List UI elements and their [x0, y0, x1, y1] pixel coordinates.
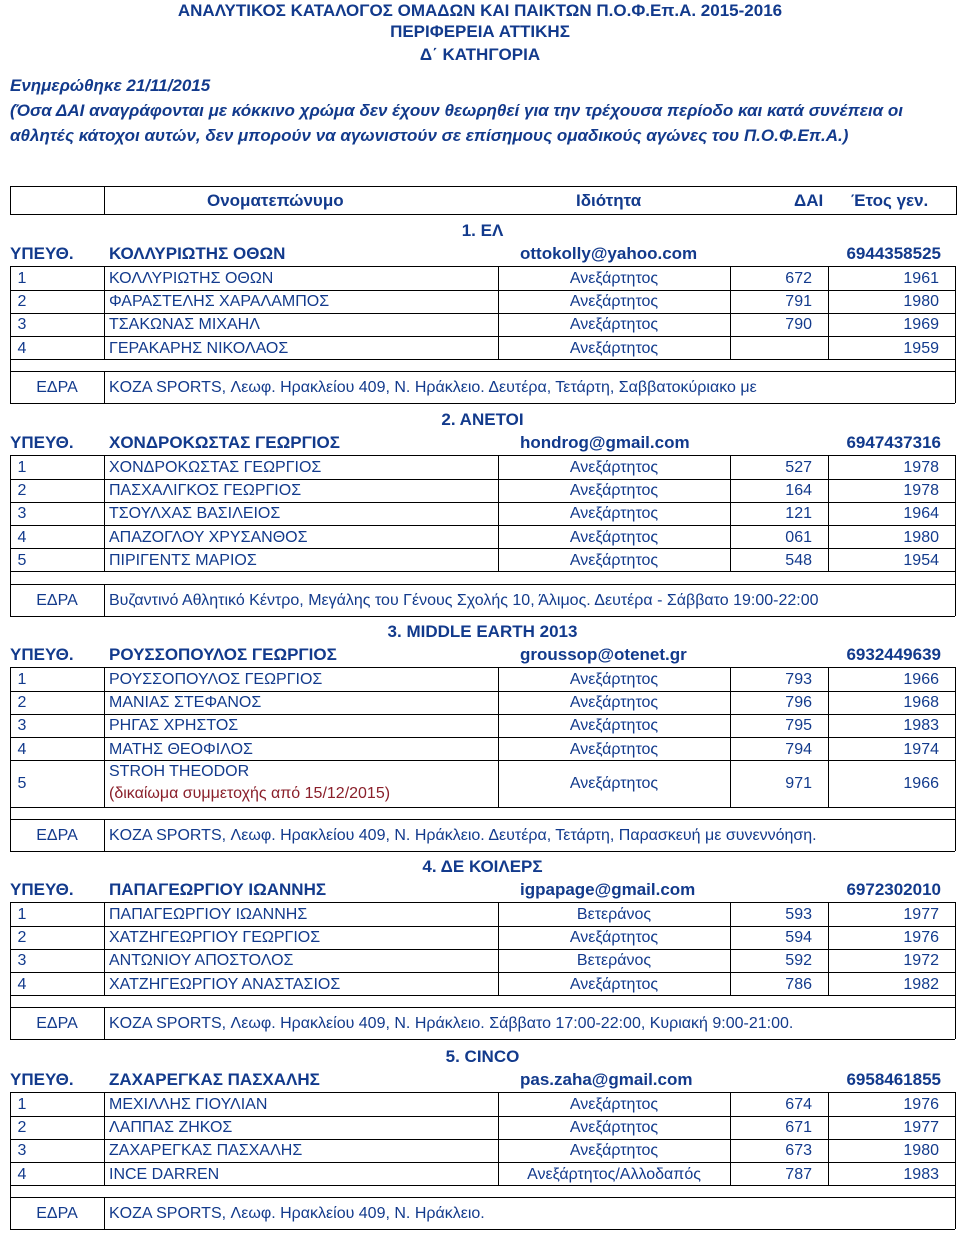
player-birth-year: 1968	[903, 694, 939, 712]
player-birth-year: 1974	[903, 740, 939, 758]
player-birth-year: 1977	[903, 1119, 939, 1137]
player-status: Ανεξάρτητος	[569, 740, 659, 758]
seat-label: ΕΔΡΑ	[36, 591, 78, 609]
responsible-phone: 6958461855	[846, 1070, 941, 1090]
player-number: 2	[17, 929, 27, 947]
seat-address: KOZA SPORTS, Λεωφ. Ηρακλείου 409, Ν. Ηράκλειο. Δευτέρα, Τετάρτη, Σαββατοκύριακο με	[109, 379, 757, 397]
player-status: Ανεξάρτητος	[569, 551, 659, 569]
player-birth-year: 1983	[903, 717, 939, 735]
player-status: Ανεξάρτητος/Αλλοδαπός	[527, 1165, 701, 1183]
player-dai: 796	[785, 694, 812, 712]
player-birth-year: 1961	[903, 270, 939, 287]
player-status: Ανεξάρτητος	[569, 775, 659, 793]
player-number: 2	[17, 482, 27, 500]
player-status: Ανεξάρτητος	[569, 694, 659, 712]
responsible-phone: 6944358525	[846, 244, 941, 264]
seat-address: KOZA SPORTS, Λεωφ. Ηρακλείου 409, Ν. Ηράκλειο.	[109, 1205, 485, 1223]
responsible-label: ΥΠΕΥΘ.	[10, 1070, 74, 1090]
player-number: 5	[17, 551, 27, 569]
player-name: ΦΑΡΑΣΤΕΛΗΣ ΧΑΡΑΛΑΜΠΟΣ	[109, 293, 330, 311]
responsible-label: ΥΠΕΥΘ.	[10, 433, 74, 453]
column-header-year: Έτος γεν.	[851, 191, 929, 210]
player-status: Ανεξάρτητος	[569, 316, 659, 334]
player-number: 1	[17, 906, 27, 923]
player-number: 4	[17, 528, 27, 546]
player-dai: 791	[785, 293, 812, 311]
player-status: Ανεξάρτητος	[569, 929, 659, 947]
player-number: 3	[17, 316, 27, 334]
team-title: 4. ΔΕ ΚΟΙΛΕΡΣ	[422, 857, 543, 876]
region-title: ΠΕΡΙΦΕΡΕΙΑ ΑΤΤΙΚΗΣ	[390, 22, 570, 41]
player-dai: 795	[785, 717, 812, 735]
responsible-name: ΖΑΧΑΡΕΓΚΑΣ ΠΑΣΧΑΛΗΣ	[109, 1070, 320, 1090]
player-birth-year: 1972	[903, 952, 939, 970]
player-status: Βετεράνος	[576, 906, 652, 923]
player-name: ΑΠΑΖΟΓΛΟΥ ΧΡΥΣΑΝΘΟΣ	[109, 528, 308, 546]
player-number: 4	[17, 740, 27, 758]
responsible-email: ottokolly@yahoo.com	[520, 244, 698, 264]
player-number: 3	[17, 952, 27, 970]
player-number: 3	[17, 505, 27, 523]
player-name: ΡΗΓΑΣ ΧΡΗΣΤΟΣ	[109, 717, 239, 735]
player-dai: 593	[785, 906, 812, 923]
player-name: ΧΑΤΖΗΓΕΩΡΓΙΟΥ ΓΕΩΡΓΙΟΣ	[109, 929, 321, 947]
player-number: 1	[17, 671, 27, 688]
responsible-phone: 6972302010	[846, 880, 941, 900]
player-number: 1	[17, 270, 27, 287]
player-dai: 674	[785, 1096, 812, 1113]
player-status: Ανεξάρτητος	[569, 671, 659, 688]
player-birth-year: 1980	[903, 528, 939, 546]
player-birth-year: 1966	[903, 775, 939, 793]
player-birth-year: 1964	[903, 505, 939, 523]
player-name: INCE DARREN	[109, 1165, 220, 1183]
seat-label: ΕΔΡΑ	[36, 1015, 78, 1033]
player-name: ΜΑΤΗΣ ΘΕΟΦΙΛΟΣ	[109, 740, 253, 758]
player-name: ΑΝΤΩΝΙΟΥ ΑΠΟΣΤΟΛΟΣ	[109, 952, 294, 970]
player-status: Ανεξάρτητος	[569, 505, 659, 523]
player-status: Ανεξάρτητος	[569, 1142, 659, 1160]
player-birth-year: 1976	[903, 929, 939, 947]
player-dai: 061	[785, 528, 812, 546]
player-dai: 548	[785, 551, 812, 569]
player-status: Ανεξάρτητος	[569, 975, 659, 993]
player-status: Βετεράνος	[576, 952, 652, 970]
responsible-phone: 6947437316	[846, 433, 941, 453]
player-birth-year: 1983	[903, 1165, 939, 1183]
player-dai: 971	[785, 775, 812, 793]
player-number: 4	[17, 339, 27, 357]
responsible-email: igpapage@gmail.com	[520, 880, 696, 900]
responsible-label: ΥΠΕΥΘ.	[10, 244, 74, 264]
column-header-status: Ιδιότητα	[576, 191, 642, 210]
player-number: 2	[17, 1119, 27, 1137]
player-number: 2	[17, 694, 27, 712]
player-number: 4	[17, 1165, 27, 1183]
player-name: ΤΣΟΥΛΧΑΣ ΒΑΣΙΛΕΙΟΣ	[109, 505, 281, 523]
player-dai: 790	[785, 316, 812, 334]
document-title: ΑΝΑΛΥΤΙΚΟΣ ΚΑΤΑΛΟΓΟΣ ΟΜΑΔΩΝ ΚΑΙ ΠΑΙΚΤΩΝ Π.Ο.Φ.Επ.Α. 2015-2016	[177, 1, 783, 20]
team-title: 2. ΑΝΕΤΟΙ	[441, 410, 524, 429]
player-birth-year: 1978	[903, 459, 939, 476]
team-title: 1. ΕΛ	[461, 221, 504, 240]
player-name: ΜΕΧΙΛΛΗΣ ΓΙΟΥΛΙΑΝ	[109, 1096, 268, 1113]
player-name: ΡΟΥΣΣΟΠΟΥΛΟΣ ΓΕΩΡΓΙΟΣ	[109, 671, 323, 688]
player-dai: 672	[785, 270, 812, 287]
responsible-phone: 6932449639	[846, 645, 941, 665]
player-name: ΧΟΝΔΡΟΚΩΣΤΑΣ ΓΕΩΡΓΙΟΣ	[109, 459, 322, 476]
player-name: ΤΣΑΚΩΝΑΣ ΜΙΧΑΗΛ	[109, 316, 260, 334]
player-birth-year: 1954	[903, 551, 939, 569]
column-header-row	[10, 186, 957, 215]
player-name: ΠΑΠΑΓΕΩΡΓΙΟΥ ΙΩΑΝΝΗΣ	[109, 906, 308, 923]
player-dai: 164	[785, 482, 812, 500]
player-dai: 673	[785, 1142, 812, 1160]
player-number: 3	[17, 717, 27, 735]
player-number: 4	[17, 975, 27, 993]
player-status: Ανεξάρτητος	[569, 1119, 659, 1137]
player-dai: 671	[785, 1119, 812, 1137]
responsible-email: pas.zaha@gmail.com	[520, 1070, 693, 1090]
column-header-name: Ονοματεπώνυμο	[207, 191, 344, 210]
player-status: Ανεξάρτητος	[569, 1096, 659, 1113]
red-dai-note: (Όσα ΔΑΙ αναγράφονται με κόκκινο χρώμα δεν έχουν θεωρηθεί για την τρέχουσα περίοδο και κατά συνέπεια οι αθλητές κάτοχοι αυτών, δεν μπορούν να αγωνιστούν σε επίσημους ομαδικούς αγώνες του Π.Ο.Φ.Επ.Α.)	[10, 101, 903, 145]
player-birth-year: 1980	[903, 1142, 939, 1160]
responsible-email: groussop@otenet.gr	[520, 645, 687, 665]
player-birth-year: 1982	[903, 975, 939, 993]
seat-label: ΕΔΡΑ	[36, 1205, 78, 1223]
player-dai: 793	[785, 671, 812, 688]
player-dai: 121	[785, 505, 812, 523]
player-birth-year: 1976	[903, 1096, 939, 1113]
player-dai: 592	[785, 952, 812, 970]
responsible-label: ΥΠΕΥΘ.	[10, 880, 74, 900]
player-status: Ανεξάρτητος	[569, 717, 659, 735]
player-name: ΛΑΠΠΑΣ ΖΗΚΟΣ	[109, 1119, 233, 1137]
player-name: ΜΑΝΙΑΣ ΣΤΕΦΑΝΟΣ	[109, 694, 262, 712]
updated-date: Ενημερώθηκε 21/11/2015	[10, 76, 211, 95]
player-status: Ανεξάρτητος	[569, 293, 659, 311]
player-number: 1	[17, 459, 27, 476]
player-name: ΓΕΡΑΚΑΡΗΣ ΝΙΚΟΛΑΟΣ	[109, 339, 289, 357]
player-birth-year: 1959	[903, 339, 939, 357]
responsible-email: hondrog@gmail.com	[520, 433, 690, 453]
player-status: Ανεξάρτητος	[569, 339, 659, 357]
player-number: 2	[17, 293, 27, 311]
player-status: Ανεξάρτητος	[569, 482, 659, 500]
player-name: ΧΑΤΖΗΓΕΩΡΓΙΟΥ ΑΝΑΣΤΑΣΙΟΣ	[109, 975, 341, 993]
player-birth-year: 1980	[903, 293, 939, 311]
seat-label: ΕΔΡΑ	[36, 826, 78, 844]
seat-address: KOZA SPORTS, Λεωφ. Ηρακλείου 409, Ν. Ηράκλειο. Δευτέρα, Τετάρτη, Παρασκευή με συνεννόηση.	[109, 826, 817, 844]
player-birth-year: 1977	[903, 906, 939, 923]
player-number: 1	[17, 1096, 27, 1113]
responsible-name: ΧΟΝΔΡΟΚΩΣΤΑΣ ΓΕΩΡΓΙΟΣ	[109, 433, 340, 453]
player-name: ΠΑΣΧΑΛΙΓΚΟΣ ΓΕΩΡΓΙΟΣ	[109, 482, 302, 500]
player-status: Ανεξάρτητος	[569, 528, 659, 546]
player-status: Ανεξάρτητος	[569, 459, 659, 476]
player-name: ΚΟΛΛΥΡΙΩΤΗΣ ΟΘΩΝ	[109, 270, 274, 287]
player-dai: 787	[785, 1165, 812, 1183]
player-name: ΠΙΡΙΓΕΝΤΣ ΜΑΡΙΟΣ	[109, 551, 257, 569]
responsible-label: ΥΠΕΥΘ.	[10, 645, 74, 665]
responsible-name: ΠΑΠΑΓΕΩΡΓΙΟΥ ΙΩΑΝΝΗΣ	[109, 880, 327, 900]
player-name: STROH THEODOR	[109, 763, 250, 781]
player-birth-year: 1978	[903, 482, 939, 500]
player-status: Ανεξάρτητος	[569, 270, 659, 287]
seat-label: ΕΔΡΑ	[36, 379, 78, 397]
seat-address: KOZA SPORTS, Λεωφ. Ηρακλείου 409, Ν. Ηράκλειο. Σάββατο 17:00-22:00, Κυριακή 9:00-21:00.	[109, 1015, 794, 1033]
team-title: 3. MIDDLE EARTH 2013	[387, 622, 578, 641]
player-dai: 594	[785, 929, 812, 947]
player-dai: 794	[785, 740, 812, 758]
seat-address: Βυζαντινό Αθλητικό Κέντρο, Μεγάλης του Γένους Σχολής 10, Άλιμος. Δευτέρα - Σάββατο 19:00-22:00	[109, 591, 819, 609]
player-dai: 786	[785, 975, 812, 993]
player-number: 3	[17, 1142, 27, 1160]
category-title: Δ΄ ΚΑΤΗΓΟΡΙΑ	[419, 45, 541, 64]
player-number: 5	[17, 775, 27, 793]
responsible-name: ΚΟΛΛΥΡΙΩΤΗΣ ΟΘΩΝ	[109, 244, 286, 264]
player-eligibility-note: (δικαίωμα συμμετοχής από 15/12/2015)	[109, 785, 391, 803]
player-dai: 527	[785, 459, 812, 476]
player-birth-year: 1969	[903, 316, 939, 334]
team-title: 5. CINCO	[445, 1047, 520, 1066]
player-birth-year: 1966	[903, 671, 939, 688]
responsible-name: ΡΟΥΣΣΟΠΟΥΛΟΣ ΓΕΩΡΓΙΟΣ	[109, 645, 337, 665]
player-name: ΖΑΧΑΡΕΓΚΑΣ ΠΑΣΧΑΛΗΣ	[109, 1142, 303, 1160]
column-header-dai: ΔΑΙ	[794, 191, 824, 210]
